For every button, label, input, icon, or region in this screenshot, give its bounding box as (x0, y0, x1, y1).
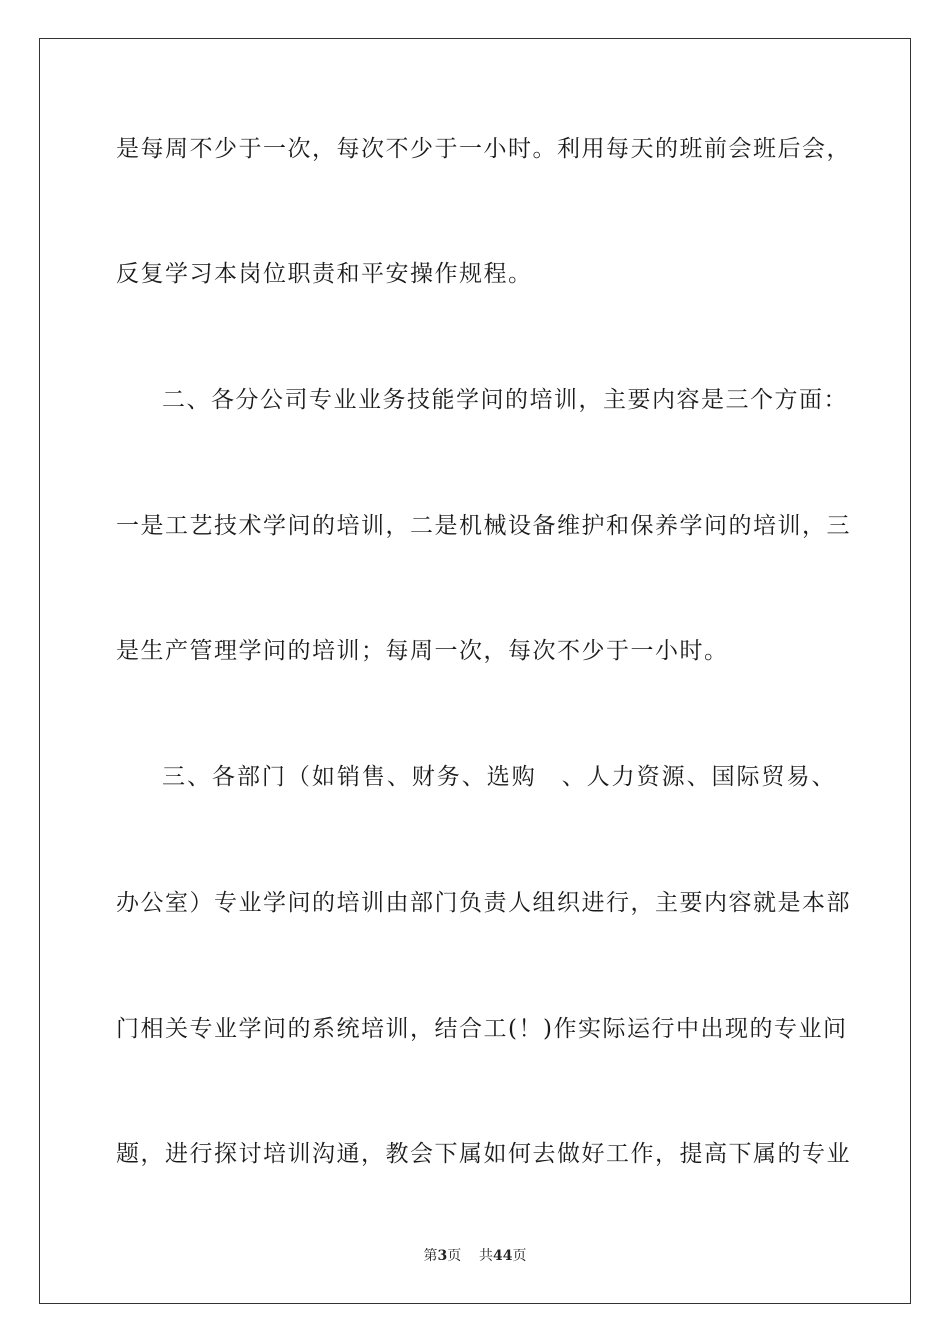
body-line-8: 门相关专业学问的系统培训，结合工(！)作实际运行中出现的专业问 (116, 1016, 848, 1042)
body-line-1: 是每周不少于一次，每次不少于一小时。利用每天的班前会班后会， (116, 136, 851, 162)
page-prefix: 第 (423, 1248, 438, 1264)
page-suffix: 页 (447, 1248, 462, 1264)
body-line-9: 题，进行探讨培训沟通，教会下属如何去做好工作，提高下属的专业 (116, 1141, 851, 1167)
total-suffix: 页 (512, 1248, 527, 1264)
page-border (39, 38, 911, 1304)
body-line-5: 是生产管理学问的培训；每周一次，每次不少于一小时。 (116, 638, 729, 664)
body-line-4: 一是工艺技术学问的培训，二是机械设备维护和保养学问的培训，三 (116, 513, 851, 539)
body-line-6: 三、各部门（如销售、财务、选购 、人力资源、国际贸易、 (162, 764, 836, 790)
body-line-3: 二、各分公司专业业务技能学问的培训，主要内容是三个方面： (162, 387, 848, 413)
body-line-7: 办公室）专业学问的培训由部门负责人组织进行，主要内容就是本部 (116, 890, 851, 916)
total-prefix: 共 (479, 1248, 494, 1264)
body-line-2: 反复学习本岗位职责和平安操作规程。 (116, 261, 533, 287)
page-number: 3 (437, 1248, 448, 1264)
page-footer (0, 1246, 950, 1266)
total-pages: 44 (493, 1248, 513, 1264)
